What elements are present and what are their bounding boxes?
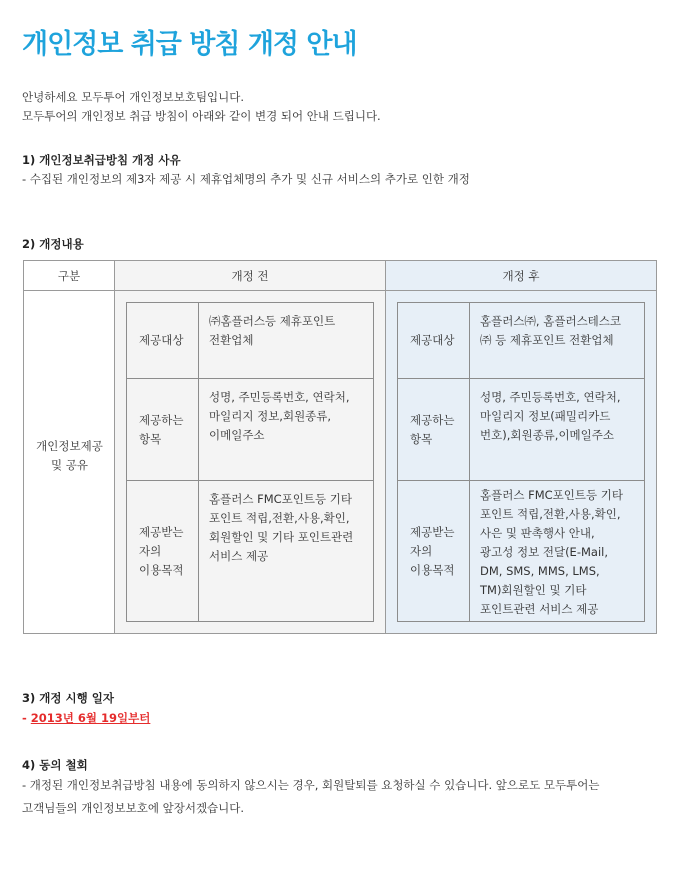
section3-heading: 3) 개정 시행 일자 <box>22 691 114 705</box>
header-after: 개정 후 <box>386 261 656 291</box>
label-line: 항목 <box>139 431 162 446</box>
table-row <box>398 481 644 621</box>
value-line: 마일리지 정보,회원종류, <box>209 409 332 423</box>
label-line: 자의 <box>410 543 433 558</box>
table-row <box>127 303 373 379</box>
after-inner-table <box>397 302 645 622</box>
before-cell <box>115 291 386 633</box>
table-row <box>398 379 644 481</box>
effective-date <box>22 710 150 726</box>
label-line: 항목 <box>410 431 433 446</box>
label-line: 제공하는 <box>410 412 455 427</box>
row-label <box>398 379 470 480</box>
value-line: 성명, 주민등록번호, 연락처, <box>209 390 350 404</box>
intro-line: 안녕하세요 모두투어 개인정보보호팀입니다. <box>22 90 245 104</box>
section4-text <box>22 776 599 818</box>
value-line: ㈜홈플러스등 제휴포인트 <box>209 314 336 328</box>
table-row <box>127 379 373 481</box>
row-value <box>199 481 373 621</box>
row-label <box>127 303 199 378</box>
label-line: 제공대상 <box>139 333 184 347</box>
category-line: 개인정보제공 <box>36 439 103 453</box>
category-line: 및 공유 <box>51 458 88 472</box>
category-label <box>24 437 115 475</box>
row-label <box>398 481 470 621</box>
section4-line: 고객님들의 개인정보보호에 앞장서겠습니다. <box>22 801 245 815</box>
table-row <box>127 481 373 621</box>
value-line: 홈플러스㈜, 홈플러스테스코 <box>480 314 622 328</box>
value-line: 포인트 적립,전환,사용,확인, <box>480 507 621 521</box>
label-line: 제공받는 <box>139 524 184 539</box>
section1-text: - 수집된 개인정보의 제3자 제공 시 제휴업체명의 추가 및 신규 서비스의 추가로 인한 개정 <box>22 172 470 186</box>
row-value <box>470 303 644 378</box>
label-line: 제공받는 <box>410 524 455 539</box>
before-inner-table <box>126 302 374 622</box>
header-before: 개정 전 <box>115 261 386 291</box>
value-line: 번호),회원종류,이메일주소 <box>480 428 614 442</box>
value-line: 마일리지 정보(패밀리카드 <box>480 409 611 423</box>
value-line: 홈플러스 FMC포인트등 기타 <box>209 492 352 506</box>
row-value <box>470 379 644 480</box>
value-line: 전환업체 <box>209 333 254 347</box>
page-title: 개인정보 취급 방침 개정 안내 <box>22 29 357 60</box>
value-line: TM)회원할인 및 기타 <box>480 583 587 597</box>
label-line: 자의 <box>139 543 162 558</box>
header-category: 구분 <box>24 261 115 291</box>
date-value: 2013년 6월 19일부터 <box>30 711 151 725</box>
value-line: 서비스 제공 <box>209 549 269 563</box>
value-line: 이메일주소 <box>209 428 265 442</box>
value-line: ㈜ 등 제휴포인트 전환업체 <box>480 333 614 347</box>
row-value <box>470 481 644 621</box>
revision-table <box>23 260 657 634</box>
value-line: 성명, 주민등록번호, 연락처, <box>480 390 621 404</box>
label-line: 제공하는 <box>139 412 184 427</box>
label-line: 이용목적 <box>410 562 455 577</box>
row-label <box>127 379 199 480</box>
section4-heading: 4) 동의 철회 <box>22 758 88 772</box>
section4-line: - 개정된 개인정보취급방침 내용에 동의하지 않으시는 경우, 회원탈퇴를 요청하실 수 있습니다. 앞으로도 모두투어는 <box>22 778 600 792</box>
date-prefix: - <box>22 711 31 725</box>
value-line: 광고성 정보 전달(E-Mail, <box>480 545 608 559</box>
table-row <box>398 303 644 379</box>
intro-text <box>22 88 381 126</box>
row-value <box>199 379 373 480</box>
value-line: 홈플러스 FMC포인트등 기타 <box>480 488 623 502</box>
value-line: 포인트관련 서비스 제공 <box>480 602 599 616</box>
row-value <box>199 303 373 378</box>
section1-heading: 1) 개인정보취급방침 개정 사유 <box>22 153 181 167</box>
section2-heading: 2) 개정내용 <box>22 237 84 251</box>
value-line: 사은 및 판촉행사 안내, <box>480 526 595 540</box>
value-line: 회원할인 및 기타 포인트관련 <box>209 530 354 544</box>
after-cell <box>386 291 656 633</box>
category-cell <box>24 291 115 633</box>
value-line: DM, SMS, MMS, LMS, <box>480 564 600 578</box>
label-line: 이용목적 <box>139 562 184 577</box>
row-label <box>398 303 470 378</box>
intro-line: 모두투어의 개인정보 취급 방침이 아래와 같이 변경 되어 안내 드립니다. <box>22 109 381 123</box>
row-label <box>127 481 199 621</box>
label-line: 제공대상 <box>410 333 455 347</box>
value-line: 포인트 적립,전환,사용,확인, <box>209 511 350 525</box>
